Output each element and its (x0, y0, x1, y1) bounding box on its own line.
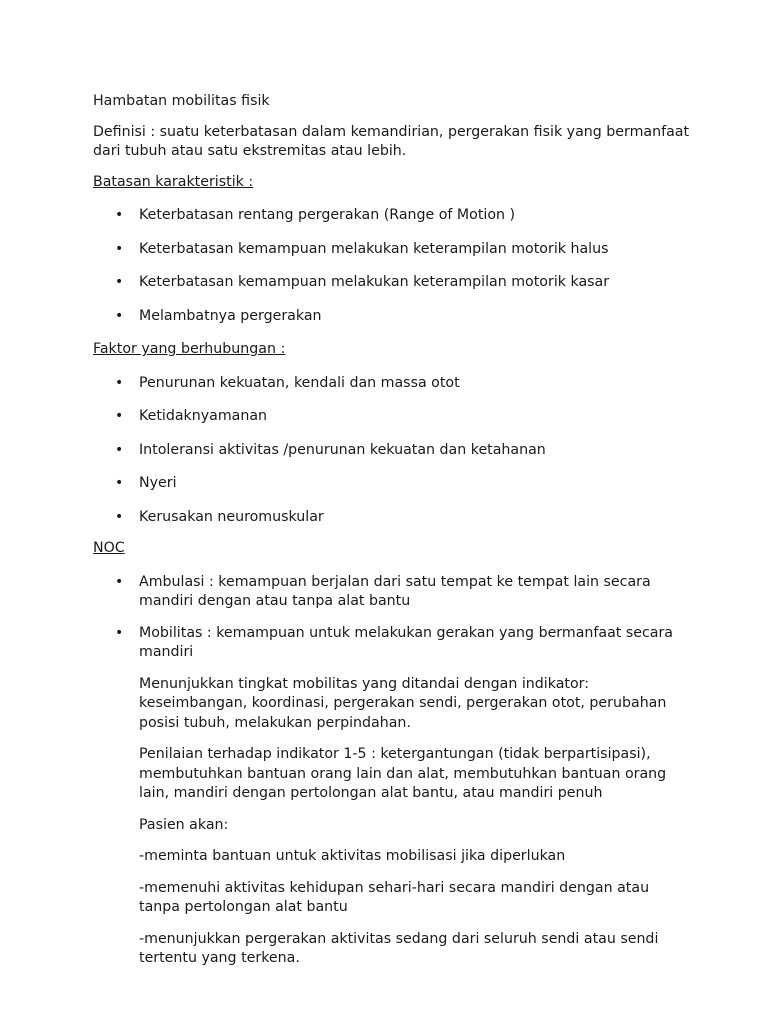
indicator-paragraph: Menunjukkan tingkat mobilitas yang ditandai dengan indikator: keseimbangan, koordinasi, pergerakan sendi, pergerakan otot, perubahan posisi tubuh, melakukan perpindahan. (139, 675, 667, 731)
bullet-icon: • (115, 441, 124, 458)
goal-item: -menunjukkan pergerakan aktivitas sedang dari seluruh sendi atau sendi tertentu yang terkena. (139, 930, 659, 966)
bullet-icon: • (115, 475, 124, 491)
factors-list (93, 374, 693, 528)
bullet-icon: • (115, 240, 124, 257)
list-item: • Keterbatasan kemampuan melakukan keterampilan motorik halus (93, 240, 693, 260)
list-item: • Keterbatasan rentang pergerakan (Range of Motion ) (93, 206, 693, 226)
list-item: • Melambatnya pergerakan (93, 307, 693, 327)
list-item: • Nyeri (93, 474, 693, 494)
document-title: Hambatan mobilitas fisik (93, 93, 270, 109)
list-item: • Keterbatasan kemampuan melakukan keterampilan motorik kasar (93, 273, 693, 293)
bullet-icon: • (115, 207, 124, 223)
bullet-icon: • (115, 307, 124, 324)
definition-paragraph: Definisi : suatu keterbatasan dalam kemandirian, pergerakan fisik yang bermanfaat dari tubuh atau satu ekstremitas atau lebih. (93, 123, 690, 159)
goal-item: -meminta bantuan untuk aktivitas mobilisasi jika diperlukan (139, 848, 566, 864)
bullet-icon: • (115, 408, 124, 424)
characteristics-heading: Batasan karakteristik : (93, 173, 254, 190)
list-item: • Ketidaknyamanan (93, 407, 693, 427)
list-item: • Kerusakan neuromuskular (93, 508, 693, 528)
patient-goals-heading: Pasien akan: (139, 816, 229, 833)
noc-list (93, 573, 693, 663)
bullet-icon: • (115, 374, 124, 391)
noc-heading: NOC (93, 540, 125, 556)
bullet-icon: • (115, 624, 124, 641)
list-item: • Ambulasi : kemampuan berjalan dari satu tempat ke tempat lain secara mandiri dengan atau tanpa alat bantu (115, 573, 651, 609)
list-item: • Penurunan kekuatan, kendali dan massa otot (93, 374, 693, 394)
assessment-paragraph: Penilaian terhadap indikator 1-5 : ketergantungan (tidak berpartisipasi), membutuhkan bantuan orang lain dan alat, membutuhkan bantuan orang lain, mandiri dengan pertolongan alat bantu, atau mandiri penuh (139, 746, 667, 801)
factors-heading: Faktor yang berhubungan : (93, 341, 286, 357)
goal-item: -memenuhi aktivitas kehidupan sehari-hari secara mandiri dengan atau tanpa pertolongan alat bantu (139, 879, 650, 915)
characteristics-list (93, 206, 693, 326)
bullet-icon: • (115, 508, 124, 525)
bullet-icon: • (115, 573, 124, 590)
list-item: • Intoleransi aktivitas /penurunan kekuatan dan ketahanan (93, 441, 693, 461)
document-content (93, 92, 693, 981)
bullet-icon: • (115, 274, 124, 290)
list-item: • Mobilitas : kemampuan untuk melakukan gerakan yang bermanfaat secara mandiri (115, 624, 673, 660)
